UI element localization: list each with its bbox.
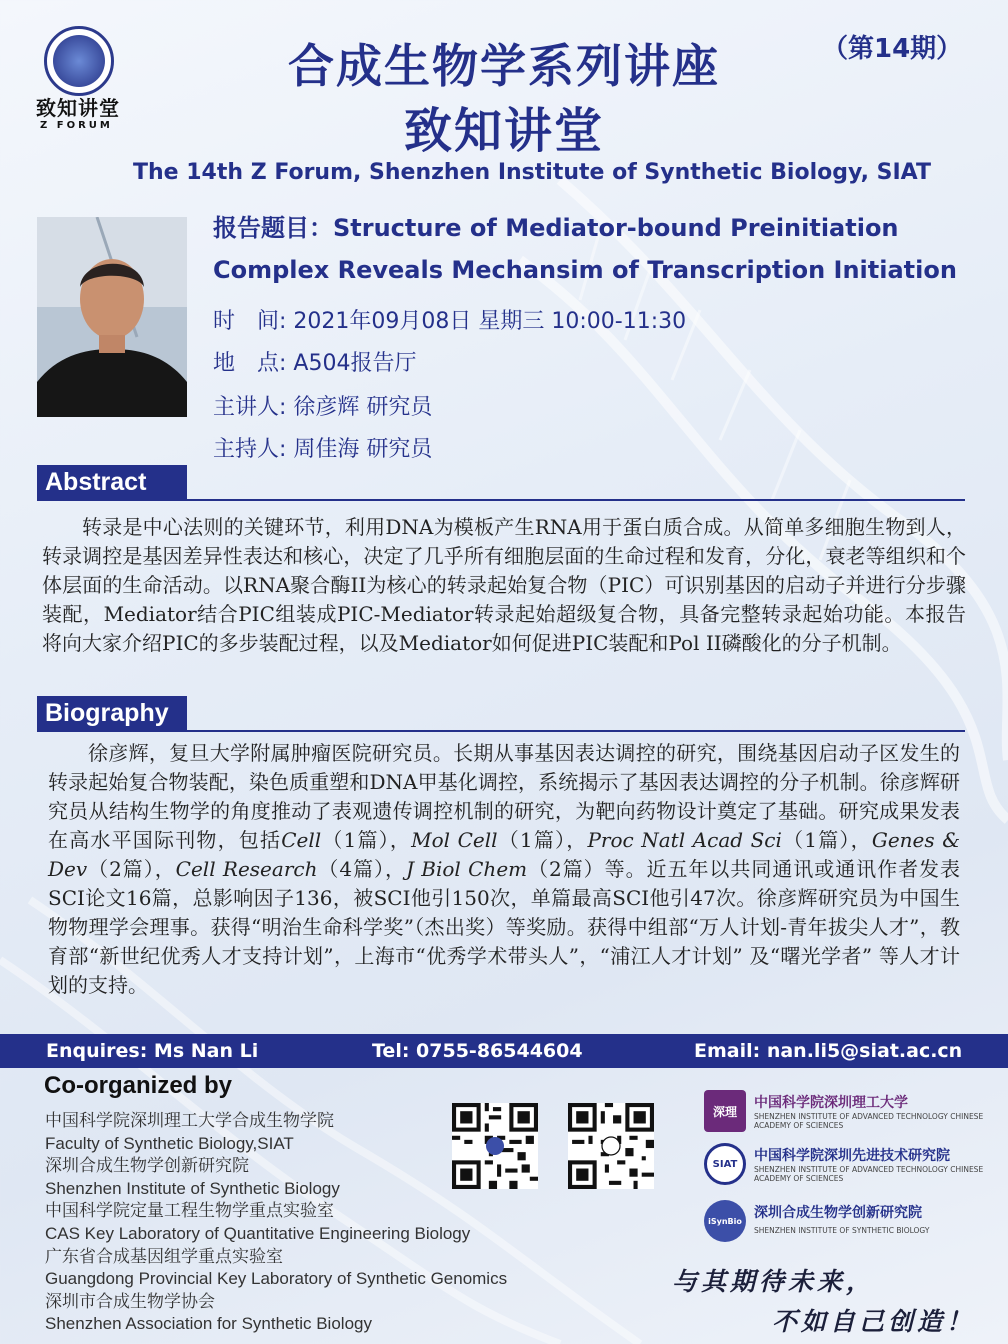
biography-text: 徐彦辉，复旦大学附属肿瘤医院研究员。长期从事基因表达调控的研究，围绕基因启动子区发生的转录起始复合物装配，染色质重塑和DNA甲基化调控，系统揭示了基因表达调控的分子机制。徐彦辉研究员从结构生物学的角度推动了表观遗传调控机制的研究，为靶向药物设计奠定了基础。研究成果发表在高水平国际刊物，包括Cell（1篇），Mol Cell（1篇），Proc Natl Acad Sci（1篇），Genes & Dev（2篇），Cell Research（4篇），J Biol Chem（2篇）等。近五年以共同通讯或通讯作者发表SCI论文16篇，总影响因子136，被SCI他引150次，单篇最高SCI他引47次。徐彦辉研究员为中国生物物理学会理事。获得“明治生命科学奖”（杰出奖）等奖励。获得中组部“万人计划-青年拔尖人才”，教育部“新世纪优秀人才支持计划”，上海市“优秀学术带头人”，“浦江人才计划” 及“曙光学者” 等人才计划的支持。 (48, 741, 960, 997)
list-item: Guangdong Provincial Key Laboratory of Synthetic Genomics (45, 1269, 508, 1289)
slogan-line1: 与其期待未来， (672, 1267, 876, 1296)
english-subtitle: The 14th Z Forum, Shenzhen Institute of Synthetic Biology, SIAT (133, 160, 931, 185)
coorganized-heading: Co-organized by (44, 1072, 233, 1099)
talk-title-line2: Complex Reveals Mechansim of Transcription Initiation (213, 256, 957, 284)
list-item: 广东省合成基因组学重点实验室 (45, 1246, 283, 1266)
abstract-heading: Abstract (37, 465, 187, 501)
list-item: CAS Key Laboratory of Quantitative Engineering Biology (45, 1223, 471, 1243)
list-item: 中国科学院深圳理工大学合成生物学院 (45, 1111, 334, 1130)
partner-name-cn: 深圳合成生物学创新研究院 (754, 1205, 922, 1221)
partner-name-en: SHENZHEN INSTITUTE OF ADVANCED TECHNOLOGY CHINESE ACADEMY OF SCIENCES (754, 1165, 984, 1183)
partner-name-en: SHENZHEN INSTITUTE OF ADVANCED TECHNOLOGY CHINESE ACADEMY OF SCIENCES (754, 1112, 984, 1130)
logo-text: 致知讲堂 (36, 96, 120, 120)
abstract-text: 转录是中心法则的关键环节，利用DNA为模板产生RNA用于蛋白质合成。从简单多细胞生物到人，转录调控是基因差异性表达和核心，决定了几乎所有细胞层面的生命过程和发育，分化，衰老等组织和个体层面的生命活动。以RNA聚合酶II为核心的转录起始复合物（PIC）可识别基因的启动子并进行分步骤装配，Mediator结合PIC组装成PIC-Mediator转录起始超级复合物，具备完整转录起始功能。本报告将向大家介绍PIC的多步装配过程，以及Mediator如何促进PIC装配和Pol II磷酸化的分子机制。 (42, 515, 966, 655)
partner-siat (704, 1143, 994, 1187)
partner-name-cn: 中国科学院深圳先进技术研究院 (754, 1148, 950, 1164)
siat-logo-icon: SIAT (704, 1143, 746, 1185)
contact-bar (0, 1034, 1008, 1068)
list-item: Faculty of Synthetic Biology,SIAT (45, 1133, 294, 1153)
logo-subtext: Z FORUM (40, 120, 113, 131)
contact-email[interactable]: Email: nan.li5@siat.ac.cn (694, 1040, 963, 1062)
suat-logo-icon: 深理 (704, 1090, 746, 1132)
biography-divider (187, 730, 965, 732)
issue-number: （第14期） (822, 34, 963, 64)
talk-speaker: 主讲人: 徐彦辉 研究员 (213, 395, 433, 420)
list-item: 中国科学院定量工程生物学重点实验室 (45, 1201, 334, 1221)
contact-enquires: Enquires: Ms Nan Li (46, 1040, 259, 1062)
partner-name-en: SHENZHEN INSTITUTE OF SYNTHETIC BIOLOGY (754, 1226, 930, 1235)
talk-place: 地 点: A504报告厅 (213, 351, 417, 376)
partner-isynbio (704, 1200, 994, 1244)
abstract-divider (187, 499, 965, 501)
qr-code-2[interactable] (568, 1103, 654, 1189)
forum-title: 致知讲堂 (403, 103, 604, 159)
slogan-line2: 不如自己创造！ (772, 1307, 976, 1336)
talk-time: 时 间: 2021年09月08日 星期三 10:00-11:30 (213, 309, 687, 334)
list-item: 深圳合成生物学创新研究院 (45, 1156, 249, 1176)
qr-code-1[interactable] (452, 1103, 538, 1189)
talk-title-line1: 报告题目：Structure of Mediator-bound Preinitiation (213, 214, 899, 242)
series-title: 合成生物学系列讲座 (288, 39, 720, 93)
partner-suat (704, 1090, 994, 1134)
list-item: Shenzhen Institute of Synthetic Biology (45, 1178, 340, 1198)
speaker-photo (37, 217, 187, 417)
partner-name-cn: 中国科学院深圳理工大学 (754, 1095, 908, 1111)
isynbio-logo-icon: iSynBio (704, 1200, 746, 1242)
list-item: Shenzhen Association for Synthetic Biology (45, 1314, 372, 1334)
list-item: 深圳市合成生物学协会 (45, 1291, 215, 1311)
contact-tel[interactable]: Tel: 0755-86544604 (372, 1040, 583, 1062)
biography-heading: Biography (37, 696, 187, 732)
talk-host: 主持人: 周佳海 研究员 (213, 437, 433, 462)
